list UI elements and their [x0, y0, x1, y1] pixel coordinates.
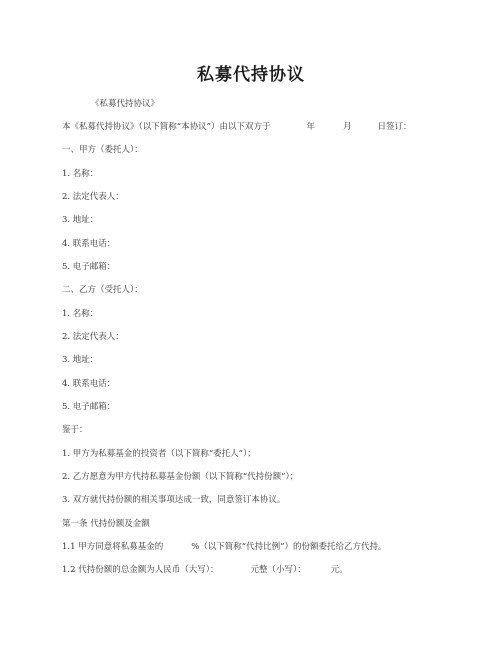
- party-a-phone: 4. 联系电话：: [62, 239, 116, 249]
- party-a-name: 1. 名称：: [62, 169, 99, 179]
- party-a-email: 5. 电子邮箱：: [62, 262, 116, 272]
- whereas-item: 1. 甲方为私募基金的投资者（以下简称“委托人”）；: [62, 449, 256, 459]
- article-1-heading: 第一条 代持份额及金额: [62, 519, 150, 529]
- party-b-representative: 2. 法定代表人：: [62, 332, 124, 342]
- party-b-address: 3. 地址：: [62, 355, 99, 365]
- party-b-phone: 4. 联系电话：: [62, 379, 116, 389]
- party-a-heading: 一、甲方（委托人）：: [62, 145, 143, 155]
- whereas-heading: 鉴于：: [62, 425, 88, 435]
- clause-1-2-text-b: 元整（小写）：: [250, 565, 306, 575]
- preamble-line: [62, 121, 412, 133]
- preamble-year: 年: [306, 122, 315, 132]
- document-title: 私募代持协议: [197, 65, 305, 85]
- party-a-representative: 2. 法定代表人：: [62, 192, 124, 202]
- party-b-email: 5. 电子邮箱：: [62, 402, 116, 412]
- whereas-item: 2. 乙方愿意为甲方代持私募基金份额（以下简称“代持份额”）；: [62, 472, 299, 482]
- preamble-month: 月: [342, 122, 352, 132]
- whereas-item: 3. 双方就代持份额的相关事项达成一致，同意签订本协议。: [62, 495, 286, 505]
- clause-1-1: [62, 541, 387, 553]
- clause-1-2-text-c: 元。: [330, 565, 348, 575]
- intro-line: 《私募代持协议》: [91, 99, 160, 109]
- party-b-name: 1. 名称：: [62, 309, 99, 319]
- party-b-heading: 二、乙方（受托人）：: [62, 285, 143, 295]
- preamble-text: 本《私募代持协议》（以下简称“本协议”）由以下双方于: [62, 122, 271, 132]
- clause-1-1-text-a: 1.1 甲方同意将私募基金的: [62, 542, 164, 552]
- clause-1-2-text-a: 1.2 代持份额的总金额为人民币（大写）：: [62, 565, 219, 575]
- preamble-day: 日签订：: [377, 122, 412, 132]
- clause-1-2: [62, 564, 348, 576]
- clause-1-1-text-b: %（以下简称“代持比例”）的份额委托给乙方代持。: [191, 542, 387, 552]
- party-a-address: 3. 地址：: [62, 215, 99, 225]
